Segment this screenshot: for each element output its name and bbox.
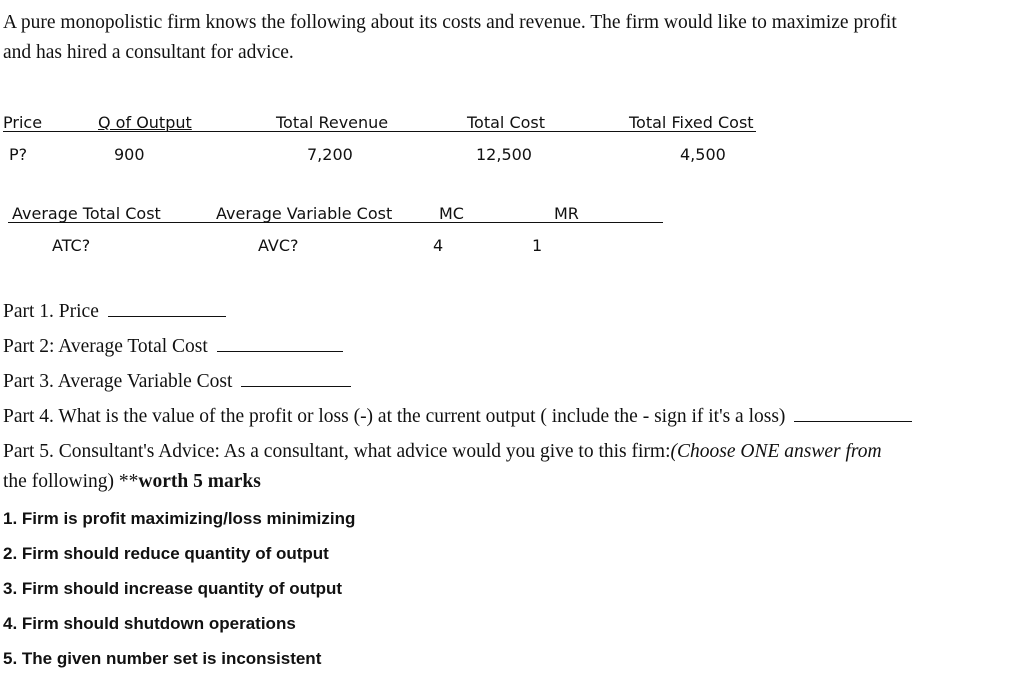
intro-line-2: and has hired a consultant for advice. bbox=[3, 42, 294, 63]
part1-row bbox=[3, 301, 226, 323]
table1-header-total-fixed-cost: Total Fixed Cost bbox=[629, 113, 754, 132]
table2-value-avc: AVC? bbox=[258, 236, 299, 255]
table2-header-mc: MC bbox=[439, 204, 464, 223]
part5-instruction-cont: the following) ** bbox=[3, 471, 139, 492]
part3-label: Part 3. Average Variable Cost bbox=[3, 371, 233, 392]
part5-label: Part 5. Consultant's Advice: As a consultant, what advice would you give to this firm: bbox=[3, 441, 671, 462]
table1-value-total-fixed-cost: 4,500 bbox=[680, 145, 726, 164]
option-5[interactable]: 5. The given number set is inconsistent bbox=[3, 649, 322, 668]
intro-line-1: A pure monopolistic firm knows the following about its costs and revenue. The firm would like to maximize profit bbox=[3, 12, 897, 33]
part5-line-1 bbox=[3, 441, 882, 463]
part1-label: Part 1. Price bbox=[3, 301, 99, 322]
table1-header-quantity: Q of Output bbox=[98, 113, 192, 132]
option-3[interactable]: 3. Firm should increase quantity of output bbox=[3, 579, 343, 598]
table1-value-total-revenue: 7,200 bbox=[307, 145, 353, 164]
part2-label: Part 2: Average Total Cost bbox=[3, 336, 208, 357]
table1-header-total-revenue: Total Revenue bbox=[276, 113, 389, 132]
table1-value-quantity: 900 bbox=[114, 145, 145, 164]
part4-label: Part 4. What is the value of the profit or loss (-) at the current output ( include the - sign if it's a loss) bbox=[3, 406, 786, 427]
table2-header-mr: MR bbox=[554, 204, 579, 223]
part4-answer-blank[interactable] bbox=[794, 420, 912, 422]
part5-instruction: (Choose ONE answer from bbox=[670, 441, 882, 462]
part2-row bbox=[3, 336, 343, 358]
part3-answer-blank[interactable] bbox=[241, 385, 351, 387]
table2-header-average-variable-cost: Average Variable Cost bbox=[216, 204, 393, 223]
option-2[interactable]: 2. Firm should reduce quantity of output bbox=[3, 544, 329, 563]
part5-marks-note: worth 5 marks bbox=[138, 471, 261, 492]
table1-header-price: Price bbox=[3, 113, 43, 132]
part5-line-2 bbox=[3, 471, 261, 493]
table1-value-price: P? bbox=[9, 145, 28, 164]
part2-answer-blank[interactable] bbox=[217, 350, 343, 352]
table2-header-average-total-cost: Average Total Cost bbox=[12, 204, 161, 223]
part1-answer-blank[interactable] bbox=[108, 315, 226, 317]
table2-value-atc: ATC? bbox=[52, 236, 91, 255]
table2-value-mr: 1 bbox=[532, 236, 543, 255]
part3-row bbox=[3, 371, 351, 393]
table1-header-total-cost: Total Cost bbox=[467, 113, 546, 132]
table1-value-total-cost: 12,500 bbox=[476, 145, 532, 164]
option-4[interactable]: 4. Firm should shutdown operations bbox=[3, 614, 296, 633]
part4-row bbox=[3, 406, 912, 428]
option-1[interactable]: 1. Firm is profit maximizing/loss minimizing bbox=[3, 509, 356, 528]
table2-value-mc: 4 bbox=[433, 236, 444, 255]
